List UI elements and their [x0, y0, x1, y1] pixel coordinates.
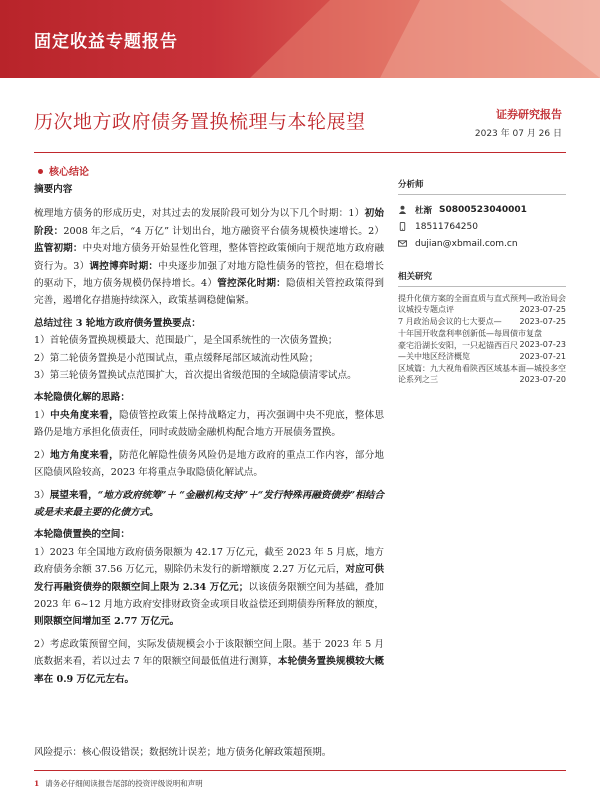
- related-date: 2023-07-25: [519, 317, 566, 326]
- related-item[interactable]: [398, 363, 566, 385]
- phone-icon: [398, 222, 407, 231]
- related-date: 2023-07-25: [519, 305, 566, 314]
- stage-1-label: 初始阶段：: [34, 208, 384, 237]
- space-1c: 以该债务限额空间为基础，叠加 2023 年 6~12 月地方政府安排财政资金或项目收益偿还到期债券所释放的额度，: [34, 581, 385, 610]
- risk-warning: 风险提示：核心假设错误；数据统计误差；地方债务化解政策超预期。: [34, 747, 332, 758]
- stage-4-label: 管控深化时期：: [217, 278, 286, 290]
- analyst-name: 杜渐: [415, 205, 433, 216]
- bullet-icon: [38, 169, 43, 174]
- stage-4-text: 隐债相关管控政策得到完善，遏增化存措施持续深入，政策基调稳健偏紧。: [34, 278, 385, 307]
- title-divider: [34, 152, 566, 153]
- stage-2-label: 监管初期：: [34, 243, 83, 255]
- stage-3-text: 中央逐步加强了对地方隐性债务的管控，但在稳增长的驱动下，地方债务规模仍保持增长。4）: [34, 260, 385, 290]
- review-point-1: 1）首轮债务置换规模最大、范围最广，是全国系统性的一次债务置换；: [34, 335, 338, 347]
- person-icon: [398, 205, 407, 214]
- history-intro: 梳理地方债务的形成历史，对其过去的发展阶段可划分为以下几个时期：1）: [34, 208, 365, 220]
- space-2b: 本轮债务置换规模较大概率在 0.9 万亿元左右。: [34, 656, 385, 685]
- approach-2-label: 地方角度来看，: [50, 449, 119, 461]
- report-type: 证券研究报告: [496, 108, 562, 121]
- related-date: 2023-07-20: [519, 375, 566, 384]
- analyst-label: 分析师: [398, 180, 424, 190]
- approach-1-label: 中央角度来看，: [50, 409, 119, 421]
- related-item[interactable]: [398, 316, 566, 327]
- analyst-email[interactable]: dujian@xbmail.com.cn: [415, 238, 518, 249]
- approach-2-text: 防范化解隐性债务风险仍是地方政府的重点工作内容，部分地区隐债风险较高，2023 年将重点争取隐债化解试点。: [34, 449, 385, 479]
- related-title: 豪宅沿湖长安阳，一只起锚西百尺—关中地区经济概览: [398, 341, 518, 361]
- approach-3-text: “地方政府统筹”＋ “金融机构支持”＋“发行特殊再融资债券”相结合或是未来最主要的化债方式。: [34, 489, 385, 518]
- summary-title: 摘要内容: [34, 184, 73, 195]
- review-point-3: 3）第三轮债务置换试点范围扩大，首次提出省级范围的全域隐债清零试点。: [34, 370, 357, 382]
- main-content: [34, 181, 384, 688]
- related-divider: [398, 286, 566, 287]
- phone-row: [398, 218, 566, 235]
- page-title: 历次地方政府债务置换梳理与本轮展望: [34, 111, 366, 133]
- banner-title: 固定收益专题报告: [34, 32, 178, 52]
- analyst-license: S0800523040001: [439, 204, 527, 215]
- approach-3-label: 展望来看，: [49, 489, 98, 501]
- space-2a: 2）考虑政策预留空间，实际发债规模会小于该限额空间上限。基于 2023 年 5 月底数据来看，若以过去 7 年的限额空间最低值进行测算，: [34, 638, 384, 668]
- space-point-2: [34, 636, 384, 688]
- sidebar-divider: [398, 194, 566, 195]
- header-banner: [0, 0, 600, 78]
- approach-heading: 本轮隐债化解的思路：: [34, 392, 130, 404]
- related-date: 2023-07-21: [519, 352, 566, 361]
- related-label: 相关研究: [398, 272, 433, 282]
- review-heading: 总结过往 3 轮地方政府债务置换要点：: [34, 317, 201, 329]
- related-item[interactable]: [398, 328, 566, 349]
- related-title: 7 月政治局会议的七大要点—: [398, 317, 502, 326]
- email-row: [398, 235, 566, 252]
- sidebar: [398, 178, 566, 386]
- analyst-row: [398, 201, 566, 218]
- email-icon: [398, 239, 407, 248]
- report-date: 2023 年 07 月 26 日: [474, 129, 562, 139]
- approach-point-3: 3）展望来看，“地方政府统筹”＋ “金融机构支持”＋“发行特殊再融资债券”相结合或是未来最主要的化债方式。: [34, 489, 385, 518]
- stage-3-label: 调控博弈时期：: [89, 260, 159, 272]
- related-title: 十年国开收盘利率创新低—每周债市复盘: [398, 329, 542, 338]
- related-item[interactable]: [398, 293, 566, 315]
- footer-disclaimer: 请务必仔细阅读报告尾部的投资评级说明和声明: [45, 779, 203, 788]
- history-paragraph: [34, 205, 384, 309]
- space-point-1: [34, 544, 384, 631]
- page-number: 1: [34, 779, 40, 788]
- approach-1-text: 隐债管控政策上保持战略定力，再次强调中央不兜底，整体思路仍是地方承担化债责任，同时或鼓励金融机构配合地方开展债务置换。: [34, 409, 385, 439]
- space-heading: 本轮隐债置换的空间：: [34, 529, 130, 541]
- related-date: 2023-07-23: [519, 340, 566, 349]
- stage-1-text: 2008 年之后，“4 万亿” 计划出台，地方融资平台债务规模快速增长。2）: [63, 225, 384, 237]
- footer-divider: [34, 770, 566, 771]
- space-1d: 则限额空间增加至 2.77 万亿元。: [34, 616, 180, 628]
- related-title: 提升化债方案的全面直质与直式预判—政治局会议城投专题点评: [398, 294, 566, 314]
- stage-2-text: 中央对地方债务开始显性化管理，整体管控政策倾向于规范地方政府融资行为。3）: [34, 243, 385, 272]
- analyst-phone: 18511764250: [415, 221, 478, 232]
- section-heading: [34, 163, 89, 178]
- space-1a: 1）2023 年全国地方政府债务限额为 42.17 万亿元，截至 2023 年 5 月底，地方政府债务余额 37.56 万亿元，剔除仍未发行的新增额度 2.27 万亿元后，: [34, 546, 384, 576]
- review-point-2: 2）第二轮债务置换是小范围试点，重点缓释尾部区域流动性风险；: [34, 352, 319, 364]
- approach-point-2: 2）地方角度来看，防范化解隐性债务风险仍是地方政府的重点工作内容，部分地区隐债风险较高，2023 年将重点争取隐债化解试点。: [34, 449, 385, 479]
- approach-point-1: 1）中央角度来看，隐债管控政策上保持战略定力，再次强调中央不兜底，整体思路仍是地方承担化债责任，同时或鼓励金融机构配合地方开展债务置换。: [34, 409, 385, 439]
- footer: [34, 778, 203, 789]
- related-research: [398, 270, 566, 385]
- related-title: 区域篇：九大视角看陕西区域基本面—城投多空论系列之三: [398, 364, 566, 384]
- section-label: 核心结论: [49, 167, 89, 178]
- space-1b: 对应可供发行再融资债券的限额空间上限为 2.34 万亿元；: [34, 564, 384, 593]
